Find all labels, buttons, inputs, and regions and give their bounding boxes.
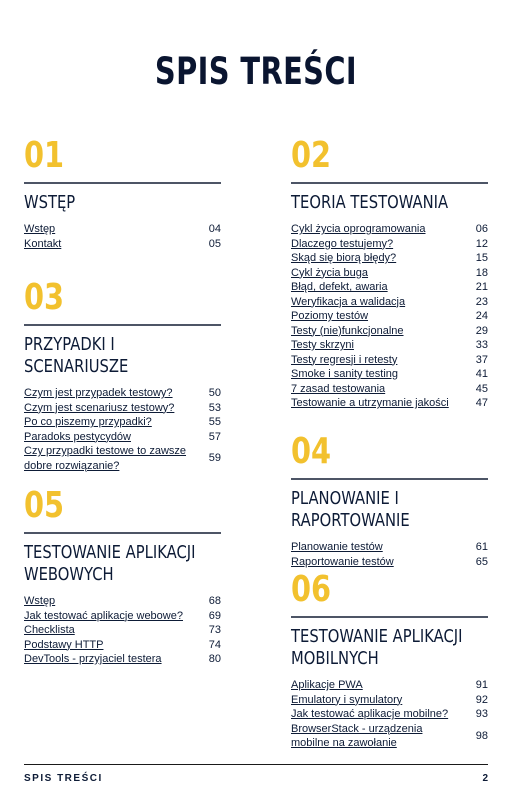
- toc-entry-page-number: 04: [208, 223, 221, 235]
- toc-entry[interactable]: [291, 324, 488, 339]
- toc-entry-link[interactable]: Paradoks pestycydów: [24, 430, 131, 443]
- section-number: 03: [24, 277, 65, 318]
- toc-entry[interactable]: [24, 386, 221, 401]
- toc-entry-page-number: 59: [208, 452, 221, 464]
- toc-entry-link[interactable]: Weryfikacja a walidacja: [291, 295, 406, 308]
- toc-entry-link[interactable]: Planowanie testów: [291, 541, 383, 553]
- toc-entry[interactable]: [24, 222, 221, 237]
- toc-entry-page-number: 45: [475, 382, 488, 395]
- toc-entry-link[interactable]: Wstęp: [24, 595, 56, 607]
- footer-divider: [24, 764, 488, 765]
- toc-entry-link[interactable]: Błąd, defekt, awaria: [291, 281, 388, 293]
- toc-entry-page-number: 41: [475, 368, 488, 380]
- toc-entry-page-number: 55: [208, 416, 221, 428]
- toc-entry-page-number: 91: [475, 679, 488, 691]
- section-heading: TEORIA TESTOWANIA: [291, 192, 449, 213]
- toc-entry-link[interactable]: BrowserStack - urządzenia mobilne na zawołanie: [291, 722, 423, 749]
- toc-entry-page-number: 23: [475, 295, 488, 308]
- toc-entry-page-number: 18: [475, 266, 488, 279]
- section-05: [24, 486, 221, 667]
- section-number: 01: [24, 135, 65, 176]
- toc-entry-page-number: 50: [208, 387, 221, 399]
- toc-entry-page-number: 05: [208, 237, 221, 250]
- toc-entry[interactable]: [24, 652, 221, 667]
- footer-page-number: 2: [482, 773, 488, 784]
- toc-entry-list: [291, 540, 488, 569]
- toc-entry-link[interactable]: Emulatory i symulatory: [291, 693, 403, 706]
- toc-entry-link[interactable]: 7 zasad testowania: [291, 382, 386, 395]
- toc-entry[interactable]: [291, 353, 488, 368]
- toc-entry[interactable]: [291, 693, 488, 708]
- toc-entry-page-number: 98: [475, 729, 488, 742]
- section-04: [291, 432, 488, 569]
- toc-entry[interactable]: [24, 444, 221, 473]
- toc-entry-page-number: 47: [475, 397, 488, 409]
- toc-entry[interactable]: [24, 638, 221, 653]
- toc-entry-link[interactable]: Checklista: [24, 624, 75, 636]
- toc-entry-page-number: 33: [475, 339, 488, 351]
- toc-entry-link[interactable]: Poziomy testów: [291, 310, 369, 322]
- toc-entry[interactable]: [24, 237, 221, 252]
- page-title: SPIS TREŚCI: [154, 50, 358, 93]
- toc-entry-link[interactable]: Testy regresji i retesty: [291, 353, 398, 366]
- toc-entry[interactable]: [24, 609, 221, 624]
- toc-entry[interactable]: [291, 396, 488, 411]
- section-number: 02: [291, 135, 332, 176]
- toc-entry-page-number: 61: [475, 541, 488, 553]
- section-03: [24, 278, 221, 473]
- toc-entry-link[interactable]: Dlaczego testujemy?: [291, 237, 394, 250]
- toc-entry-list: [24, 594, 221, 667]
- section-divider: [24, 532, 221, 534]
- section-02: [291, 136, 488, 411]
- section-heading: WSTĘP: [24, 192, 76, 213]
- section-divider: [291, 478, 488, 480]
- toc-entry[interactable]: [291, 722, 488, 751]
- toc-entry-link[interactable]: DevTools - przyjaciel testera: [24, 653, 162, 665]
- toc-entry-link[interactable]: Czy przypadki testowe to zawsze dobre rozwiązanie?: [24, 445, 187, 472]
- section-heading: TESTOWANIE APLIKACJI MOBILNYCH: [291, 626, 463, 669]
- toc-entry-page-number: 06: [475, 223, 488, 235]
- toc-entry-page-number: 29: [475, 324, 488, 337]
- section-number: 05: [24, 485, 65, 526]
- toc-entry-page-number: 93: [475, 708, 488, 720]
- toc-entry[interactable]: [291, 280, 488, 295]
- toc-entry-link[interactable]: Raportowanie testów: [291, 555, 394, 568]
- toc-entry-link[interactable]: Czym jest scenariusz testowy?: [24, 401, 175, 414]
- toc-entry-list: [24, 222, 221, 251]
- toc-entry[interactable]: [24, 430, 221, 445]
- toc-entry-page-number: 12: [475, 237, 488, 250]
- toc-entry-link[interactable]: Jak testować aplikacje mobilne?: [291, 708, 449, 720]
- toc-entry-page-number: 21: [475, 281, 488, 293]
- section-divider: [24, 324, 221, 326]
- toc-entry[interactable]: [291, 382, 488, 397]
- section-number: 04: [291, 431, 332, 472]
- toc-entry-link[interactable]: Podstawy HTTP: [24, 638, 104, 651]
- toc-entry-link[interactable]: Aplikacje PWA: [291, 679, 363, 691]
- section-heading: PLANOWANIE I RAPORTOWANIE: [291, 488, 410, 531]
- toc-entry-page-number: 24: [475, 310, 488, 322]
- toc-entry-link[interactable]: Jak testować aplikacje webowe?: [24, 609, 183, 622]
- section-06: [291, 570, 488, 751]
- toc-entry[interactable]: [24, 401, 221, 416]
- toc-entry-link[interactable]: Testowanie a utrzymanie jakości: [291, 397, 449, 409]
- toc-entry-page-number: 68: [208, 595, 221, 607]
- section-heading: PRZYPADKI I SCENARIUSZE: [24, 334, 129, 377]
- toc-entry-link[interactable]: Wstęp: [24, 223, 56, 235]
- toc-entry-page-number: 57: [208, 430, 221, 443]
- footer-label: SPIS TREŚCI: [24, 773, 103, 784]
- toc-entry-link[interactable]: Po co piszemy przypadki?: [24, 416, 152, 428]
- toc-entry-page-number: 92: [475, 693, 488, 706]
- toc-entry-link[interactable]: Testy skrzyni: [291, 339, 354, 351]
- toc-entry-page-number: 15: [475, 252, 488, 264]
- toc-entry[interactable]: [291, 237, 488, 252]
- toc-entry-page-number: 53: [208, 401, 221, 414]
- toc-entry-list: [291, 222, 488, 411]
- toc-entry-link[interactable]: Czym jest przypadek testowy?: [24, 387, 173, 399]
- toc-entry-link[interactable]: Smoke i sanity testing: [291, 368, 398, 380]
- toc-entry[interactable]: [291, 540, 488, 555]
- toc-entry-list: [291, 678, 488, 751]
- section-heading: TESTOWANIE APLIKACJI WEBOWYCH: [24, 542, 196, 585]
- section-divider: [291, 182, 488, 184]
- toc-entry-link[interactable]: Kontakt: [24, 237, 62, 250]
- toc-entry-link[interactable]: Skąd się biorą błędy?: [291, 252, 397, 264]
- toc-entry-page-number: 65: [475, 555, 488, 568]
- toc-entry[interactable]: [291, 295, 488, 310]
- toc-entry[interactable]: [291, 367, 488, 382]
- toc-entry-page-number: 73: [208, 624, 221, 636]
- toc-entry-page-number: 74: [208, 638, 221, 651]
- toc-entry[interactable]: [291, 707, 488, 722]
- toc-entry[interactable]: [291, 555, 488, 570]
- toc-entry[interactable]: [24, 594, 221, 609]
- section-divider: [291, 616, 488, 618]
- section-01: [24, 136, 221, 251]
- toc-entry[interactable]: [291, 222, 488, 237]
- toc-entry-link[interactable]: Cykl życia buga: [291, 266, 369, 279]
- section-number: 06: [291, 569, 332, 610]
- toc-entry[interactable]: [291, 266, 488, 281]
- toc-entry-list: [24, 386, 221, 473]
- toc-entry[interactable]: [24, 623, 221, 638]
- toc-entry-link[interactable]: Testy (nie)funkcjonalne: [291, 324, 404, 337]
- toc-entry[interactable]: [291, 251, 488, 266]
- section-divider: [24, 182, 221, 184]
- toc-entry-page-number: 80: [208, 653, 221, 665]
- toc-entry[interactable]: [24, 415, 221, 430]
- toc-entry[interactable]: [291, 309, 488, 324]
- toc-entry-link[interactable]: Cykl życia oprogramowania: [291, 223, 426, 235]
- toc-entry-page-number: 69: [208, 609, 221, 622]
- toc-entry-page-number: 37: [475, 353, 488, 366]
- toc-entry[interactable]: [291, 678, 488, 693]
- toc-entry[interactable]: [291, 338, 488, 353]
